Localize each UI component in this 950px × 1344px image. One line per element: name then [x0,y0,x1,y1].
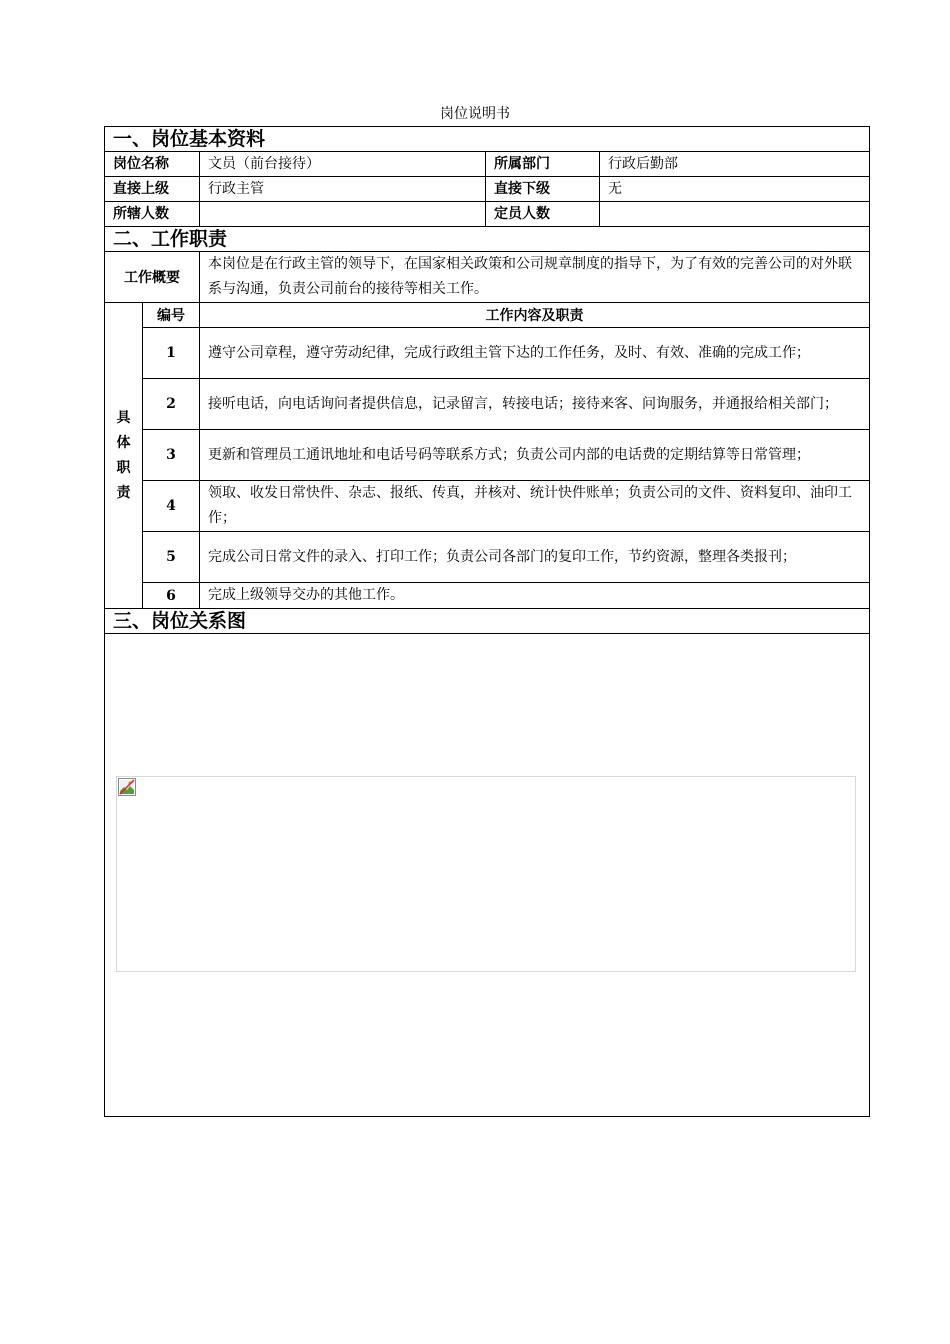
duty-text: 接听电话，向电话询问者提供信息，记录留言，转接电话；接待来客、问询服务，并通报给相关部门； [200,379,870,430]
duty-text: 遵守公司章程，遵守劳动纪律，完成行政组主管下达的工作任务，及时、有效、准确的完成工作； [200,328,870,379]
duty-text: 完成公司日常文件的录入、打印工作；负责公司各部门的复印工作，节约资源，整理各类报刊； [200,532,870,583]
duty-text: 领取、收发日常快件、杂志、报纸、传真，并核对、统计快件账单；负责公司的文件、资料复印、油印工作； [200,481,870,532]
department-label: 所属部门 [486,152,600,177]
overview-label: 工作概要 [105,252,200,303]
duty-number: 5 [143,532,200,583]
job-description-table [104,126,870,1117]
overview-text: 本岗位是在行政主管的领导下，在国家相关政策和公司规章制度的指导下，为了有效的完善公司的对外联系与沟通，负责公司前台的接待等相关工作。 [200,252,870,303]
relationship-diagram-area [105,634,870,1117]
duty-row [105,583,870,609]
duties-side-label [105,303,143,609]
duty-text: 完成上级领导交办的其他工作。 [200,583,870,609]
direct-subordinate-value: 无 [600,177,870,202]
managed-count-label: 所辖人数 [105,202,200,227]
headcount-label: 定员人数 [486,202,600,227]
duty-number: 3 [143,430,200,481]
headcount-value [600,202,870,227]
direct-superior-value: 行政主管 [200,177,486,202]
duty-row [105,430,870,481]
duty-row [105,481,870,532]
position-name-label: 岗位名称 [105,152,200,177]
content-column-header: 工作内容及职责 [200,303,870,328]
duty-number: 6 [143,583,200,609]
duty-row [105,328,870,379]
basic-info-row [105,177,870,202]
side-label-char: 责 [116,484,131,501]
document-title: 岗位说明书 [440,106,510,122]
duty-number: 4 [143,481,200,532]
duty-row [105,379,870,430]
duty-row [105,532,870,583]
section3-heading: 三、岗位关系图 [105,609,870,634]
duty-number: 1 [143,328,200,379]
side-label-char: 体 [116,434,131,451]
relationship-diagram-image [116,776,856,972]
duty-text: 更新和管理员工通讯地址和电话号码等联系方式；负责公司内部的电话费的定期结算等日常管理； [200,430,870,481]
section2-heading: 二、工作职责 [105,227,870,252]
number-column-header: 编号 [143,303,200,328]
side-label-char: 职 [116,459,131,476]
basic-info-row [105,152,870,177]
managed-count-value [200,202,486,227]
duty-number: 2 [143,379,200,430]
direct-subordinate-label: 直接下级 [486,177,600,202]
section1-heading: 一、岗位基本资料 [105,127,870,152]
side-label-char: 具 [116,409,131,426]
broken-image-icon [118,778,136,796]
basic-info-row [105,202,870,227]
department-value: 行政后勤部 [600,152,870,177]
direct-superior-label: 直接上级 [105,177,200,202]
position-name-value: 文员（前台接待） [200,152,486,177]
